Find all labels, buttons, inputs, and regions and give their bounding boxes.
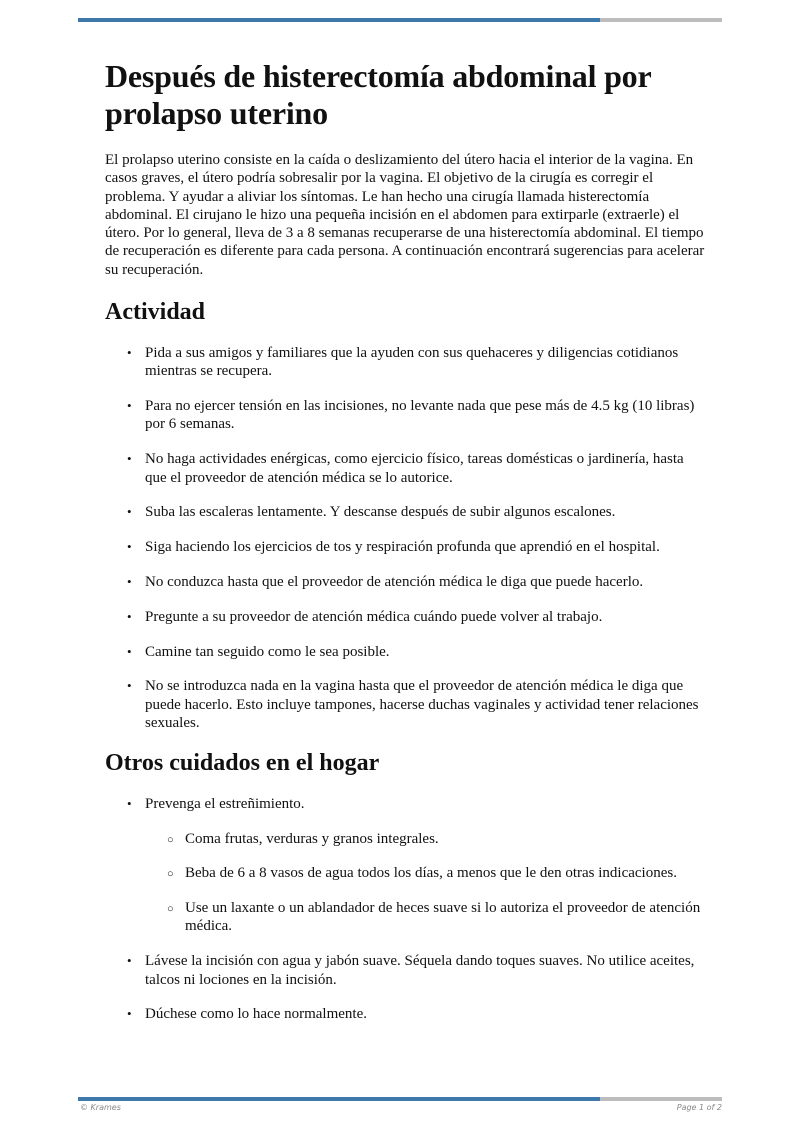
- footer-copyright: © Krames: [80, 1103, 121, 1112]
- circle-bullet-icon: ○: [167, 868, 174, 881]
- list-item: • No haga actividades enérgicas, como ejercicio físico, tareas domésticas o jardinería, hasta que el proveedor de atención médica se lo autorice.: [127, 451, 684, 486]
- section-heading: Otros cuidados en el hogar: [105, 749, 380, 776]
- bullet-icon: •: [127, 795, 132, 811]
- sub-list: [145, 830, 705, 936]
- bullet-icon: •: [127, 504, 132, 520]
- bullet-icon: •: [127, 1006, 132, 1022]
- bullet-icon: •: [127, 398, 132, 414]
- footer-bar-track: [600, 1097, 722, 1101]
- intro-paragraph: El prolapso uterino consiste en la caída o deslizamiento del útero hacia el interior de la vagina. En casos graves, el útero podría sobresalir por la vagina. El objetivo de la cirugía es corregir el problema. Y ayudar a aliviar los síntomas. Le han hecho una cirugía llamada histerectomía abdominal. El cirujano le hizo una pequeña incisión en el abdomen para extirparle (extraerle) el útero. Por lo general, lleva de 3 a 8 semanas recuperarse de una histerectomía abdominal. El tiempo de recuperación es diferente para cada persona. A continuación encontrará sugerencias para acelerar su recuperación.: [105, 152, 705, 278]
- sub-list-item: ○ Beba de 6 a 8 vasos de agua todos los días, a menos que le den otras indicaciones.: [185, 864, 705, 882]
- list-item: • Camine tan seguido como le sea posible.: [127, 643, 390, 660]
- list-item: • No se introduzca nada en la vagina hasta que el proveedor de atención médica le diga que puede hacerlo. Esto incluye tampones, hacerse duchas vaginales y actividad tener relaciones sexuales.: [127, 678, 699, 731]
- list-item: • Siga haciendo los ejercicios de tos y respiración profunda que aprendió en el hospital.: [127, 539, 660, 556]
- home-care-list: [105, 795, 705, 1024]
- list-item: • Lávese la incisión con agua y jabón suave. Séquela dando toques suaves. No utilice aceites, talcos ni lociones en la incisión.: [127, 953, 695, 988]
- bullet-icon: •: [127, 678, 132, 694]
- list-item: • Para no ejercer tensión en las incisiones, no levante nada que pese más de 4.5 kg (10 libras) por 6 semanas.: [127, 398, 695, 433]
- footer-page-number: Page 1 of 2: [676, 1103, 722, 1112]
- bullet-icon: •: [127, 608, 132, 624]
- header-bar-fill: [78, 18, 600, 22]
- footer-bar-fill: [78, 1097, 600, 1101]
- list-item: • Dúchese como lo hace normalmente.: [127, 1006, 367, 1023]
- header-bar-track: [600, 18, 722, 22]
- bullet-icon: •: [127, 573, 132, 589]
- activity-list: [105, 344, 705, 732]
- section-heading: Actividad: [105, 299, 206, 326]
- bullet-icon: •: [127, 539, 132, 555]
- page-title: Después de histerectomía abdominal por prolapso uterino: [105, 58, 651, 131]
- section-home-care: [105, 749, 705, 1024]
- list-item: • No conduzca hasta que el proveedor de atención médica le diga que puede hacerlo.: [127, 573, 644, 590]
- sub-list-item: ○ Coma frutas, verduras y granos integrales.: [185, 830, 705, 848]
- list-item: • Suba las escaleras lentamente. Y descanse después de subir algunos escalones.: [127, 504, 616, 521]
- document-content: [105, 58, 705, 1040]
- bullet-icon: •: [127, 953, 132, 969]
- section-activity: [105, 298, 705, 732]
- circle-bullet-icon: ○: [167, 903, 174, 916]
- list-item: • Pida a sus amigos y familiares que la ayuden con sus quehaceres y diligencias cotidianos mientras se recupera.: [127, 345, 679, 380]
- circle-bullet-icon: ○: [167, 833, 174, 846]
- bullet-icon: •: [127, 643, 132, 659]
- list-item: • Pregunte a su proveedor de atención médica cuándo puede volver al trabajo.: [127, 608, 603, 625]
- list-item: • Prevenga el estreñimiento. ○ Coma frutas, verduras y granos integrales. ○ Beba de 6 a 8 vasos de agua todos los días, a menos que le den otras indicaciones. ○ Use un laxante o un ablandador de heces suave si lo autoriza el proveedor de atención médica.: [145, 795, 705, 936]
- bullet-icon: •: [127, 451, 132, 467]
- footer-progress-bar: [78, 1097, 722, 1101]
- sub-list-item: ○ Use un laxante o un ablandador de heces suave si lo autoriza el proveedor de atención médica.: [167, 900, 701, 935]
- bullet-icon: •: [127, 345, 132, 361]
- header-progress-bar: [78, 18, 722, 22]
